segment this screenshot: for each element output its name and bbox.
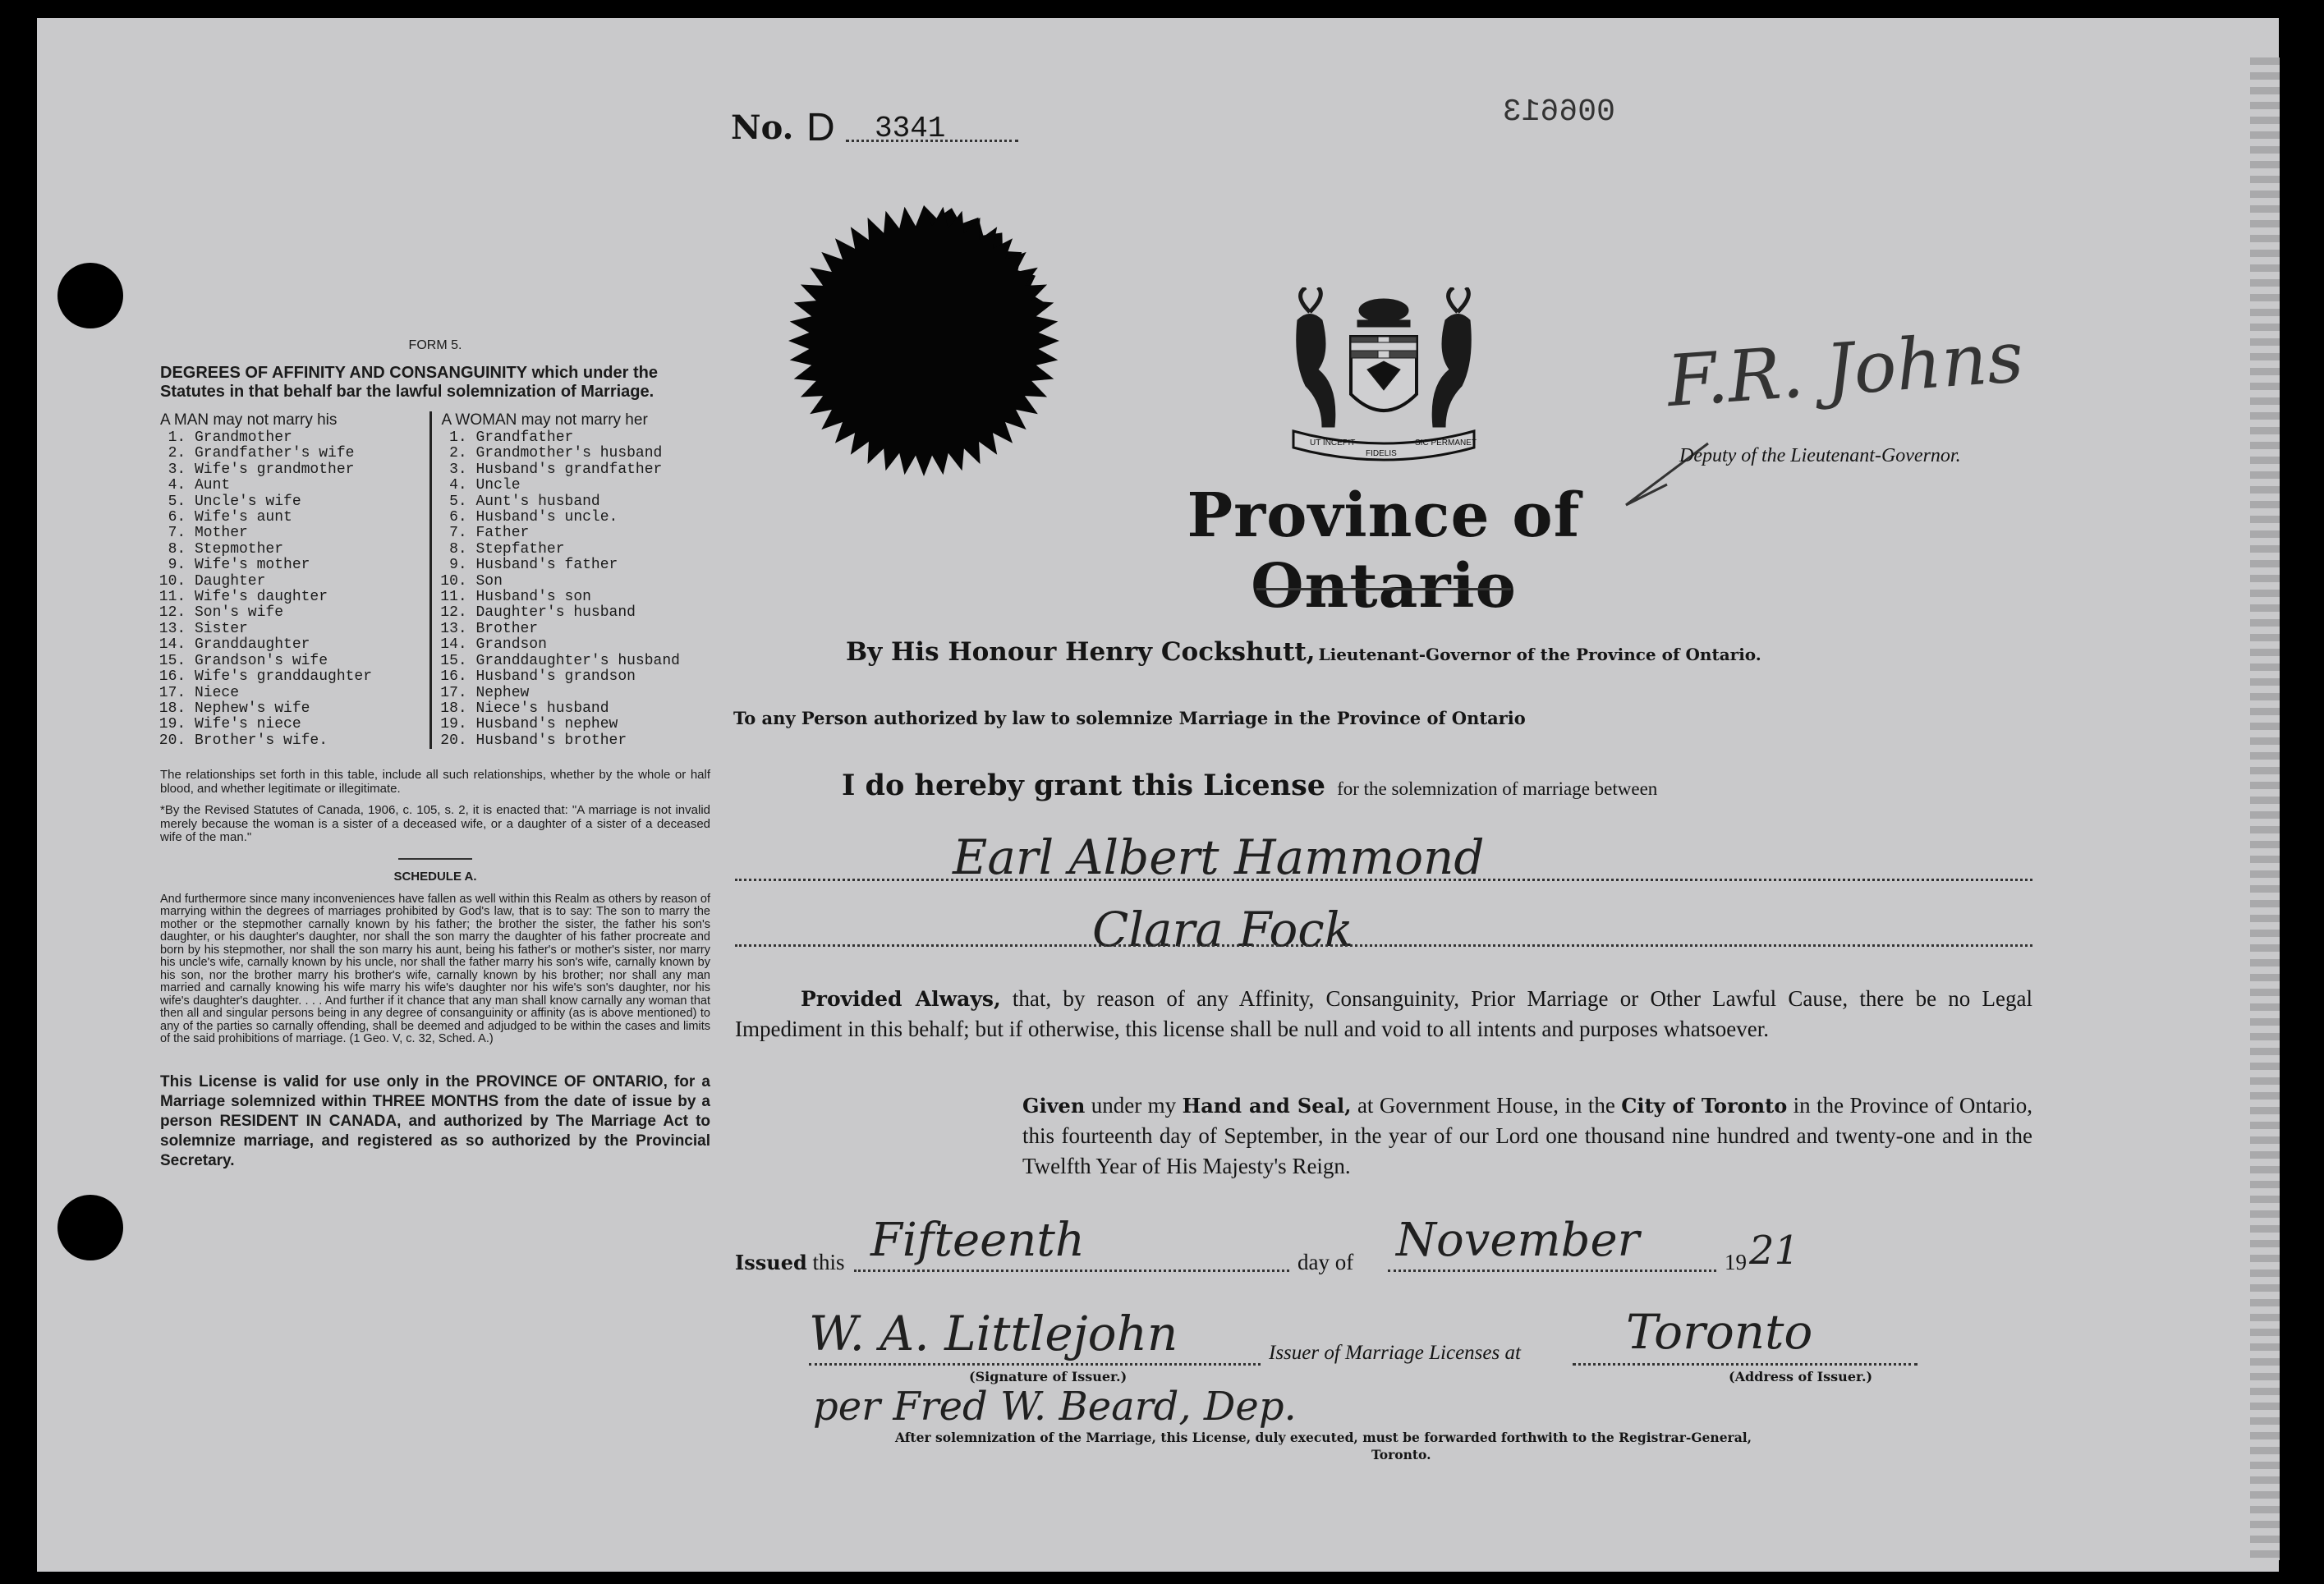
punch-hole-top	[57, 263, 123, 328]
grant-line	[842, 769, 1657, 802]
man_list-item: 2. Grandfather's wife	[195, 446, 429, 461]
woman_list-item: 4. Uncle	[476, 478, 711, 494]
man_list-item: 12. Son's wife	[195, 605, 429, 621]
affinity-heading-rest: which under the Statutes in that behalf bar the lawful solemnization of Marriage.	[160, 364, 658, 401]
man_list-item: 10. Daughter	[195, 574, 429, 590]
woman_list-item: 7. Father	[476, 526, 711, 541]
motto-center: FIDELIS	[1366, 449, 1397, 458]
to-any-person: To any Person authorized by law to solemnize Marriage in the Province of Ontario	[733, 708, 1526, 728]
man_list-item: 7. Mother	[195, 526, 429, 541]
issuer-signature-line	[809, 1363, 1261, 1366]
man-header: A MAN may not marry his	[160, 411, 338, 429]
title-rule	[1256, 588, 1511, 590]
day-of-label: day of	[1297, 1250, 1354, 1274]
provided-clause	[735, 984, 2032, 1045]
woman_list-item: 5. Aunt's husband	[476, 494, 711, 510]
party-two-line	[735, 944, 2032, 947]
issuer-address-line	[1573, 1363, 1918, 1366]
issued-line	[735, 1250, 845, 1275]
issued-month: November	[1396, 1214, 1640, 1267]
issuer-signature: W. A. Littlejohn	[809, 1306, 1178, 1361]
woman-header: A WOMAN may not marry her	[441, 411, 648, 429]
motto-right: SIC PERMANET	[1415, 438, 1477, 448]
issued-label: Issued	[735, 1251, 807, 1274]
deputy-signature: F.R. Johns	[1665, 315, 2027, 424]
schedule-title: SCHEDULE A.	[393, 869, 477, 884]
man_list-item: 14. Granddaughter	[195, 637, 429, 653]
year-suffix: 21	[1749, 1228, 1800, 1274]
woman-column	[429, 411, 711, 749]
issued-month-line	[1388, 1269, 1716, 1272]
revised-statutes-note: *By the Revised Statutes of Canada, 1906, c. 105, s. 2, it is enacted that: "A marriage is not invalid merely because the woman is a sister of a deceased wife, or a daughter of a sister of a deceased wife of the man."	[160, 803, 710, 845]
issuer-label: Issuer of Marriage Licenses at	[1269, 1342, 1521, 1364]
given-clause	[1022, 1090, 2032, 1182]
motto-left: UT INCEPIT	[1310, 438, 1356, 448]
man_list-item: 4. Aunt	[195, 478, 429, 494]
given-text-3: in the Province of Ontario, this fourteenth day of September, in the year of our Lord one thousand nine hundred and twenty-one and in the Twelfth Year of His Majesty's Reign.	[1022, 1093, 2033, 1178]
footer-instruction: After solemnization of the Marriage, this License, duly executed, must be forwarded forthwith to the Registrar-General,	[895, 1430, 1752, 1445]
party-two-name: Clara Fock	[1092, 902, 1353, 957]
deputy-title: Deputy of the Lieutenant-Governor.	[1679, 445, 1961, 466]
woman_list-item: 8. Stepfather	[476, 542, 711, 558]
city-of-toronto: City of Toronto	[1621, 1094, 1788, 1118]
address-caption: (Address of Issuer.)	[1729, 1369, 1873, 1384]
honour-line	[846, 637, 1761, 667]
woman_list-item: 19. Husband's nephew	[476, 717, 711, 732]
license-number-prefix: D	[806, 106, 835, 149]
signature-caption: (Signature of Issuer.)	[969, 1369, 1128, 1384]
man_list-item: 11. Wife's daughter	[195, 590, 429, 605]
grant-bold: I do hereby grant this License	[842, 769, 1326, 802]
man_list-item: 8. Stepmother	[195, 542, 429, 558]
party-one-name: Earl Albert Hammond	[953, 829, 1485, 885]
issued-day: Fifteenth	[870, 1214, 1085, 1267]
man_list-item: 9. Wife's mother	[195, 558, 429, 573]
validity-text: This License is valid for use only in the PROVINCE OF ONTARIO, for a Marriage solemnized within THREE MONTHS from the date of issue by a person RESIDENT IN CANADA, and authorized by The Marriage Act to solemnize marriage, and registered as so authorized by the Provincial Secretary.	[160, 1072, 710, 1169]
man-list	[160, 430, 429, 749]
provided-bold: Provided Always,	[801, 987, 1001, 1011]
coat-of-arms-icon	[1261, 287, 1507, 468]
woman_list-item: 18. Niece's husband	[476, 701, 711, 717]
stamp-number: 006613	[1503, 94, 1615, 130]
affinity-heading	[160, 364, 710, 402]
man_list-item: 1. Grandmother	[195, 430, 429, 446]
seal-starburst	[784, 201, 1063, 480]
man_list-item: 19. Wife's niece	[195, 717, 429, 732]
woman_list-item: 20. Husband's brother	[476, 733, 711, 749]
given-text-2: at Government House, in the	[1357, 1093, 1615, 1118]
affinity-heading-bold: DEGREES OF AFFINITY AND CONSANGUINITY	[160, 364, 528, 382]
honour-title: Lieutenant-Governor of the Province of Ontario.	[1318, 645, 1761, 664]
issuer-address: Toronto	[1626, 1304, 1813, 1360]
man_list-item: 13. Sister	[195, 622, 429, 637]
woman_list-item: 14. Grandson	[476, 637, 711, 653]
license-number-label: No.	[731, 108, 794, 147]
deputy-issuer-signature: per Fred W. Beard, Dep.	[813, 1384, 1297, 1430]
woman-list	[442, 430, 711, 749]
man_list-item: 5. Uncle's wife	[195, 494, 429, 510]
divider	[398, 858, 472, 860]
woman_list-item: 15. Granddaughter's husband	[476, 654, 711, 669]
prohibited-lists	[160, 411, 710, 749]
woman_list-item: 3. Husband's grandfather	[476, 462, 711, 478]
year-prefix: 19	[1725, 1250, 1747, 1274]
man_list-item: 18. Nephew's wife	[195, 701, 429, 717]
man_list-item: 20. Brother's wife.	[195, 733, 429, 749]
man_list-item: 6. Wife's aunt	[195, 510, 429, 526]
perforated-edge	[2250, 57, 2280, 1560]
provided-text: that, by reason of any Affinity, Consanguinity, Prior Marriage or Other Lawful Cause, there be no Legal Impediment in this behalf; but if otherwise, this license shall be null and void to all intents and purposes whatsoever.	[735, 986, 2032, 1041]
man_list-item: 16. Wife's granddaughter	[195, 669, 429, 685]
grant-rest: for the solemnization of marriage between	[1337, 778, 1658, 799]
man_list-item: 17. Niece	[195, 686, 429, 701]
punch-hole-bottom	[57, 1195, 123, 1260]
issued-day-line	[854, 1269, 1289, 1272]
woman_list-item: 1. Grandfather	[476, 430, 711, 446]
woman_list-item: 12. Daughter's husband	[476, 605, 711, 621]
footer-toronto: Toronto.	[1371, 1447, 1431, 1462]
given-bold: Given	[1022, 1094, 1086, 1118]
woman_list-item: 17. Nephew	[476, 686, 711, 701]
man_list-item: 3. Wife's grandmother	[195, 462, 429, 478]
man_list-item: 15. Grandson's wife	[195, 654, 429, 669]
form-label: FORM 5.	[408, 338, 462, 352]
issued-this: this	[812, 1250, 845, 1274]
affinity-panel	[160, 337, 710, 1171]
party-one-line	[735, 879, 2032, 881]
schedule-text: And furthermore since many inconveniences have fallen as well within this Realm as others by reason of marrying within the degrees of marriages prohibited by God's law, that is to say: The son to marry the mother or the stepmother carnally known by his father; the brother the sister, the father his son's daughter, or his daughter's daughter, nor shall the son marry the daughter of his father procreate and born by his stepmother, nor shall the son marry his aunt, being his father's or mother's sister, nor marry his uncle's wife, carnally known by his uncle, nor shall the father marry his son's wife, carnally known by his son, nor the brother marry his brother's wife, carnally known by his brother; nor shall any man married and carnally knowing his wife marry his wife's daughter nor his wife's son's daughter, nor his wife's daughter's daughter. . . . And further if it chance that any man shall know carnally any woman that then all and singular persons being in any degree of consanguinity or affinity (as is above mentioned) to any of the parties so carnally offending, shall be deemed and adjudged to be within the cases and limits of the said prohibitions of marriage. (1 Geo. V, c. 32, Sched. A.)	[160, 892, 710, 1046]
given-text-1: under my	[1091, 1093, 1177, 1118]
woman_list-item: 2. Grandmother's husband	[476, 446, 711, 461]
hand-and-seal: Hand and Seal,	[1182, 1094, 1352, 1118]
woman_list-item: 9. Husband's father	[476, 558, 711, 573]
woman_list-item: 10. Son	[476, 574, 711, 590]
woman_list-item: 16. Husband's grandson	[476, 669, 711, 685]
woman_list-item: 6. Husband's uncle.	[476, 510, 711, 526]
relationships-note: The relationships set forth in this table, include all such relationships, whether by the whole or half blood, and whether legitimate or illegitimate.	[160, 768, 710, 796]
license-number: 3341	[875, 112, 946, 145]
honour-name: By His Honour Henry Cockshutt,	[846, 637, 1316, 667]
woman_list-item: 11. Husband's son	[476, 590, 711, 605]
page-title: Province of Ontario	[1187, 480, 1581, 622]
man-column	[160, 411, 429, 749]
woman_list-item: 13. Brother	[476, 622, 711, 637]
